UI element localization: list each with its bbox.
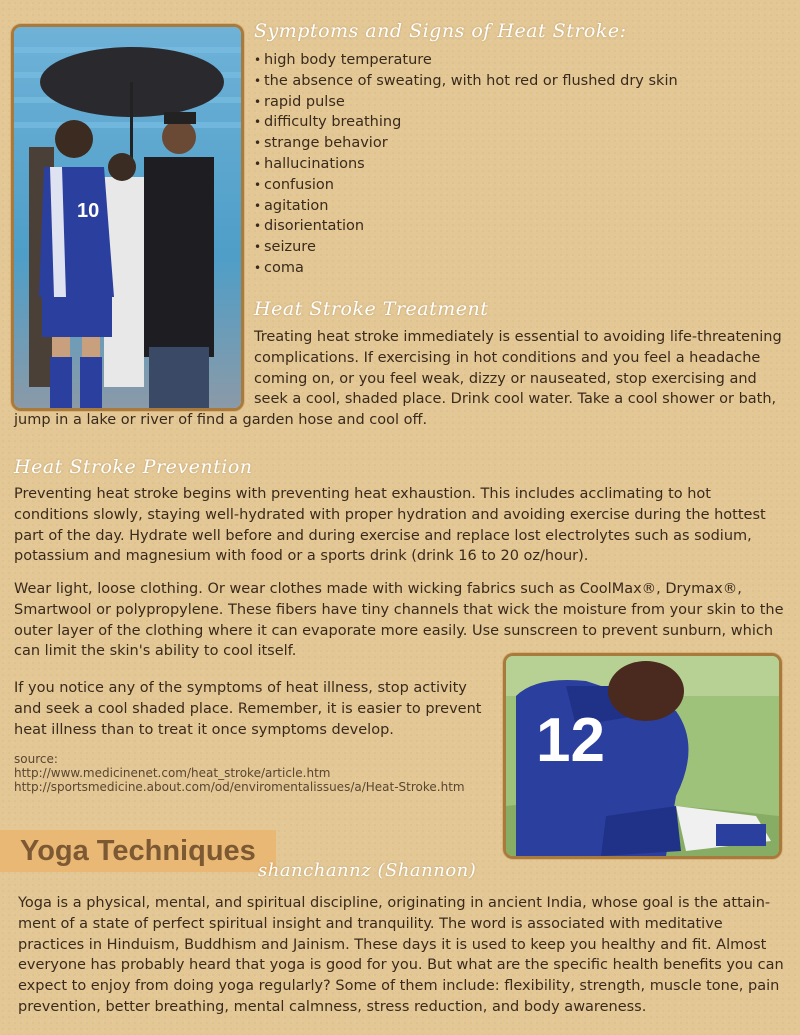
- exhausted-player-photo: [503, 653, 782, 859]
- prevention-paragraph-2: Wear light, loose clothing. Or wear clothes made with wicking fabrics such as CoolMax®, Drymax®, Smartwool or polypropylene. These fibers have tiny channels that wick the moisture from your skin to the outer layer of the clothing where it can evaporate more easily. Use sunscreen to prevent sunburn, which can limit the skin's ability to cool itself.: [14, 581, 784, 660]
- yoga-title-bar: [0, 830, 276, 872]
- jersey-number-12: 12: [536, 706, 605, 775]
- symptom-item: • hallucinations: [254, 154, 794, 175]
- yoga-title: Yoga Techniques: [20, 835, 256, 867]
- symptom-item: • the absence of sweating, with hot red or flushed dry skin: [254, 71, 794, 92]
- bullet-icon: •: [254, 115, 262, 130]
- symptom-item: • coma: [254, 258, 794, 279]
- symptoms-heading: Symptoms and Signs of Heat Stroke:: [254, 20, 627, 42]
- symptom-item: • disorientation: [254, 216, 794, 237]
- symptom-item: • rapid pulse: [254, 92, 794, 113]
- yoga-author: shanchannz (Shannon): [258, 860, 477, 881]
- jersey-number-10: 10: [77, 200, 100, 222]
- bullet-icon: •: [254, 94, 262, 109]
- source-block: [14, 752, 504, 794]
- symptoms-list: [254, 50, 794, 279]
- bullet-icon: •: [254, 53, 262, 67]
- treatment-section: [14, 327, 789, 431]
- source-link[interactable]: http://www.medicinenet.com/heat_stroke/article.htm: [14, 766, 331, 780]
- bullet-icon: •: [254, 136, 262, 151]
- symptom-item: • seizure: [254, 237, 794, 258]
- treatment-text: Treating heat stroke immediately is essential to avoiding life-threatening complications. If exercising in hot conditions and you feel a headache coming on, or you feel weak, dizzy or nauseated, stop exercising and seek a cool, shaded place. Drink cool water. Take a cool shower or bath, jump in a lake or river of find a garden hose and cool off.: [14, 329, 782, 429]
- bullet-icon: •: [254, 219, 262, 234]
- symptom-item: • confusion: [254, 175, 794, 196]
- bullet-icon: •: [254, 156, 262, 171]
- bullet-icon: •: [254, 73, 262, 88]
- treatment-heading: Heat Stroke Treatment: [254, 298, 489, 320]
- prevention-heading: Heat Stroke Prevention: [14, 456, 253, 478]
- prevention-paragraph-1: Preventing heat stroke begins with preventing heat exhaustion. This includes acclimating to hot conditions slowly, staying well-hydrated with proper hydration and avoiding exercise during the hottest part of the day. Hydrate well before and during exercise and replace lost electrolytes such as sodium, potassium and magnesium with food or a sports drink (drink 16 to 20 oz/hour).: [14, 486, 766, 565]
- yoga-text: Yoga is a physical, mental, and spiritual discipline, originating in ancient India, whose goal is the attain-ment of a state of perfect spiritual insight and tranquility. The word is associated with meditative practices in Hinduism, Buddhism and Jainism. These days it is used to keep you healthy and fit. Almost everyone has probably heard that yoga is good for you. But what are the specific health benefits you can expect to enjoy from doing yoga regularly? Some of them include: flexibility, strength, muscle tone, pain prevention, better breathing, mental calmness, stress reduction, and body awareness.: [18, 895, 784, 1015]
- source-link[interactable]: http://sportsmedicine.about.com/od/enviromentalissues/a/Heat-Stroke.htm: [14, 780, 465, 794]
- bullet-icon: •: [254, 198, 262, 213]
- exhausted-player-image: [506, 656, 779, 856]
- source-label: source:: [14, 752, 58, 766]
- symptom-item: • high body temperature: [254, 50, 794, 71]
- symptom-item: • difficulty breathing: [254, 112, 794, 133]
- bullet-icon: •: [254, 240, 262, 255]
- prevention-paragraph-3: If you notice any of the symptoms of heat illness, stop activity and seek a cool shaded place. Remember, it is easier to prevent heat illness than to treat it once symptoms develop.: [14, 680, 482, 738]
- bullet-icon: •: [254, 177, 262, 192]
- symptom-item: • strange behavior: [254, 133, 794, 154]
- bullet-icon: •: [254, 260, 262, 275]
- symptom-item: • agitation: [254, 196, 794, 217]
